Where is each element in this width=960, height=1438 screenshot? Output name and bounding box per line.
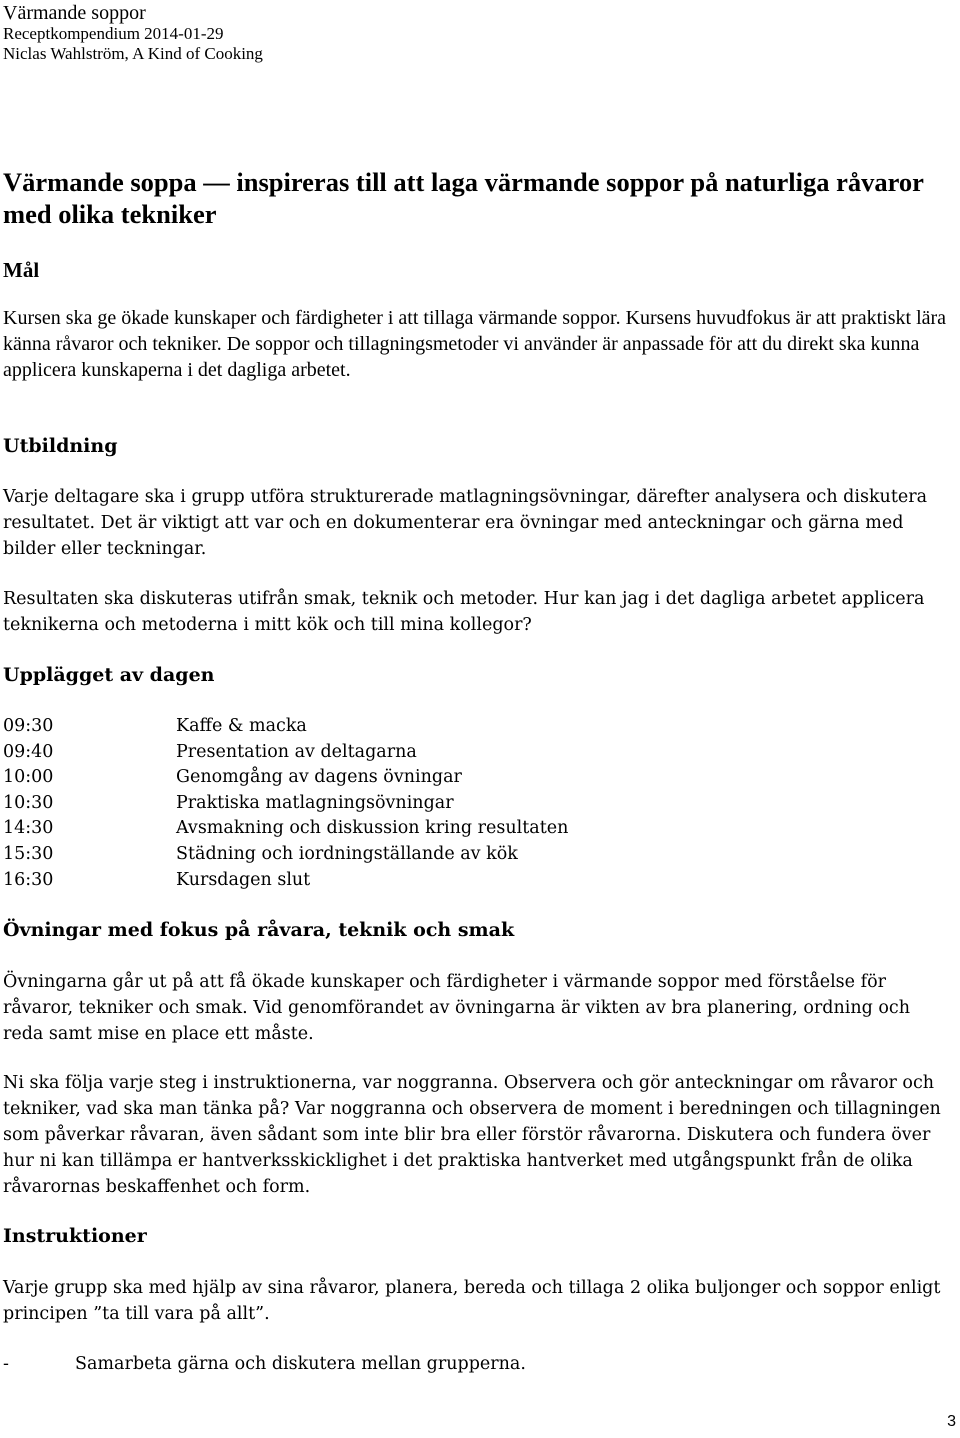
schedule-row: [3, 842, 703, 868]
paragraph-mal: Kursen ska ge ökade kunskaper och färdigheter i att tillaga värmande soppor. Kursens huvudfokus är att praktiskt lära känna råvaror och tekniker. De soppor och tillagningsmetoder vi använder är anpassade för att du direkt ska kunna applicera kunskaperna i det dagliga arbetet.: [3, 307, 947, 381]
schedule-activity: Avsmakning och diskussion kring resultaten: [176, 818, 569, 839]
header-subtitle: Receptkompendium 2014-01-29: [3, 24, 224, 43]
page-number: 3: [947, 1413, 956, 1430]
main-title: Värmande soppa — inspireras till att laga värmande soppor på naturliga råvaror med olika tekniker: [3, 167, 924, 229]
schedule-activity: Kursdagen slut: [176, 869, 311, 890]
paragraph-instruktioner: Varje grupp ska med hjälp av sina råvaror, planera, bereda och tillaga 2 olika buljonger och soppor enligt principen ”ta till vara på allt”.: [3, 1278, 941, 1324]
header-author: Niclas Wahlström, A Kind of Cooking: [3, 44, 263, 63]
schedule-activity: Kaffe & macka: [176, 716, 307, 736]
schedule-time: 14:30: [3, 818, 54, 839]
schedule-row: [3, 714, 703, 740]
paragraph-ovningar-1: Övningarna går ut på att få ökade kunskaper och färdigheter i värmande soppor med förståelse för råvaror, tekniker och smak. Vid genomförandet av övningarna är vikten av bra planering, ordning och reda samt mise en place ett måste.: [3, 972, 911, 1044]
paragraph-ovningar-2: Ni ska följa varje steg i instruktionerna, var noggranna. Observera och gör anteckningar om råvaror och tekniker, vad ska man tänka på? Var noggranna och observera de moment i beredningen och tillagningen som påverkar råvaran, även sådant som inte blir bra eller förstör råvarorna. Diskutera och fundera över hur ni kan tillämpa er hantverksskicklighet i det praktiska hantverket med utgångspunkt från de olika råvarornas beskaffenhet och form.: [3, 1073, 941, 1197]
heading-upplagget: Upplägget av dagen: [3, 664, 215, 686]
bullet-text: Samarbeta gärna och diskutera mellan grupperna.: [75, 1354, 526, 1374]
heading-instruktioner: Instruktioner: [3, 1225, 147, 1247]
schedule-activity: Presentation av deltagarna: [176, 741, 417, 762]
heading-ovningar: Övningar med fokus på råvara, teknik och smak: [3, 919, 515, 941]
paragraph-utbildning-2: Resultaten ska diskuteras utifrån smak, teknik och metoder. Hur kan jag i det dagliga arbetet applicera teknikerna och metoderna i mitt kök och till mina kollegor?: [3, 589, 925, 635]
schedule-activity: Städning och iordningställande av kök: [176, 843, 518, 864]
schedule-list: [3, 714, 703, 893]
schedule-time: 15:30: [3, 843, 54, 864]
schedule-activity: Genomgång av dagens övningar: [176, 767, 462, 788]
schedule-row: [3, 740, 703, 766]
schedule-row: [3, 816, 703, 842]
paragraph-utbildning-1: Varje deltagare ska i grupp utföra strukturerade matlagningsövningar, därefter analysera och diskutera resultatet. Det är viktigt att var och en dokumenterar era övningar med anteckningar och gärna med bilder eller teckningar.: [3, 487, 928, 559]
schedule-row: [3, 791, 703, 817]
schedule-time: 09:30: [3, 716, 54, 736]
schedule-time: 09:40: [3, 741, 54, 762]
bullet-item: [3, 1351, 526, 1377]
schedule-time: 10:00: [3, 767, 54, 788]
schedule-row: [3, 765, 703, 791]
schedule-time: 16:30: [3, 869, 54, 890]
header-title: Värmande soppor: [3, 2, 146, 24]
heading-mal: Mål: [3, 258, 40, 282]
bullet-dash: -: [3, 1354, 9, 1374]
schedule-time: 10:30: [3, 792, 54, 813]
schedule-activity: Praktiska matlagningsövningar: [176, 792, 454, 813]
heading-utbildning: Utbildning: [3, 435, 118, 457]
schedule-row: [3, 868, 703, 894]
